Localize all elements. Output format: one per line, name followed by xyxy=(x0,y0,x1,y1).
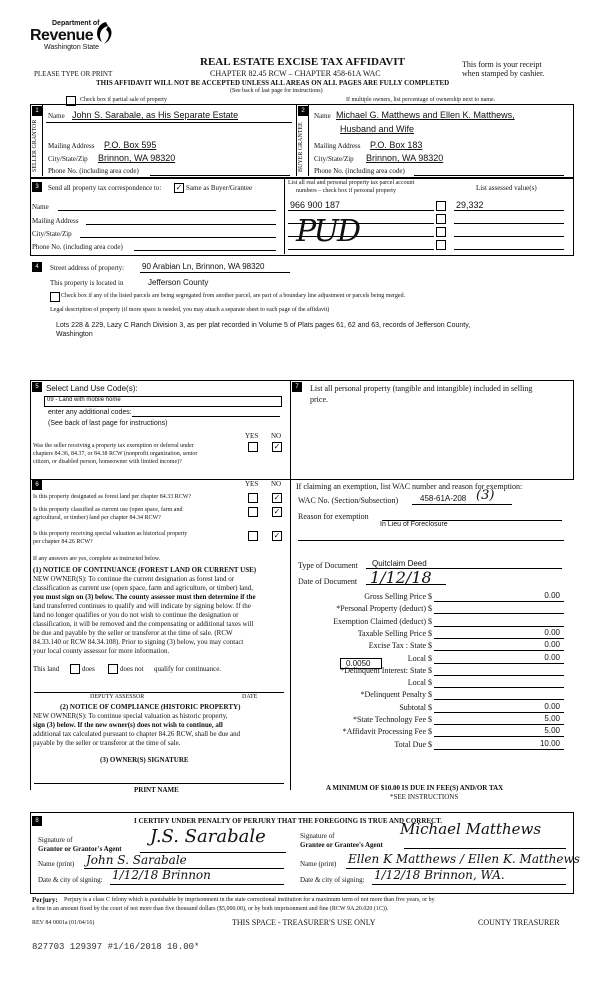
seller-phone-label: Phone No. (including area code) xyxy=(48,167,139,175)
s6-question-3b: per chapter 84.26 RCW? xyxy=(33,539,93,545)
tax-row-label: Gross Selling Price $ xyxy=(364,592,432,601)
notice-1-line-5: land no longer qualifies or you do not wish to continue the designation or xyxy=(33,611,239,619)
exemption-claim-label: If claiming an exemption, list WAC number and reason for exemption: xyxy=(296,482,523,491)
does-not-label: does not xyxy=(120,665,144,673)
s5-question-1b: chapters 84.36, 84.37, or 84.38 RCW (nonprofit organization, senior xyxy=(33,451,198,457)
tax-row-value[interactable]: 0.00 xyxy=(544,702,560,711)
tax-row-value[interactable]: 0.00 xyxy=(544,628,560,637)
reason-label: Reason for exemption xyxy=(298,512,369,521)
form-see-back: (See back of last page for instructions) xyxy=(230,88,323,94)
notice-2-line-4: payable by the seller or transferor at the time of sale. xyxy=(33,739,181,747)
buyer-mailing[interactable]: P.O. Box 183 xyxy=(370,140,423,150)
s5-yes-header: YES xyxy=(245,432,259,440)
receipt-note-1: This form is your receipt xyxy=(462,60,542,69)
print-instruction: PLEASE TYPE OR PRINT xyxy=(34,70,113,78)
notice-2-line-3: additional tax calculated pursuant to chapter 84.26 RCW, shall be due and xyxy=(33,730,241,738)
notice-1-line-2: classification as current use (open space, farm and agriculture, or timber) land, xyxy=(33,584,254,592)
section-8-number: 8 xyxy=(32,816,42,826)
section-1-number: 1 xyxy=(32,106,42,116)
s3-mailing-label: Mailing Address xyxy=(32,217,79,225)
s5-yes-checkbox[interactable] xyxy=(248,442,258,452)
buyer-city-label: City/State/Zip xyxy=(314,155,354,163)
grantee-name-label: Name (print) xyxy=(300,860,337,868)
notice-1-line-9: your local county assessor for more information. xyxy=(33,647,170,655)
tax-row-label: *State Technology Fee $ xyxy=(352,715,432,724)
section-7-number: 7 xyxy=(292,382,302,392)
s6-q3-yes[interactable] xyxy=(248,531,258,541)
s6-q2-yes[interactable] xyxy=(248,507,258,517)
wac-number[interactable]: 458-61A-208 xyxy=(420,494,467,503)
section-2-number: 2 xyxy=(298,106,308,116)
grantee-printed-name[interactable]: Ellen K Matthews / Ellen K. Matthews xyxy=(348,852,580,866)
notice-1-line-7: be due and payable by the seller or transferor at the time of sale. (RCW xyxy=(33,629,233,637)
multiple-owners-note: If multiple owners, list percentage of ownership next to name. xyxy=(346,97,496,103)
s6-if-yes: If any answers are yes, complete as instructed below. xyxy=(33,556,161,562)
buyer-city[interactable]: Brinnon, WA 98320 xyxy=(366,153,444,163)
s6-yes-header: YES xyxy=(245,480,259,488)
grantor-name-label: Name (print) xyxy=(38,860,75,868)
wac-label: WAC No. (Section/Subsection) xyxy=(298,496,399,505)
personal-property-list-label-2: price. xyxy=(310,395,328,404)
form-revision: REV 84 0001a (01/04/16) xyxy=(32,920,95,926)
s6-q1-no[interactable]: ✓ xyxy=(273,493,281,502)
wac-subsection-handwritten: (3) xyxy=(476,488,495,503)
tax-row-label: Total Due $ xyxy=(394,740,432,749)
buyer-mailing-label: Mailing Address xyxy=(314,142,361,150)
does-label: does xyxy=(82,665,95,673)
this-land-label: This land xyxy=(33,665,60,673)
additional-codes-label: enter any additional codes: xyxy=(48,409,132,416)
perjury-text-1: Perjury is a class C felony which is punishable by imprisonment in the state correctional institution for a maximum term of not more than five years, or by xyxy=(64,897,435,903)
account-header-1: List all real and personal property tax parcel account xyxy=(288,180,415,186)
land-use-see-back: (See back of last page for instructions) xyxy=(48,420,168,427)
doc-date-label: Date of Document xyxy=(298,577,358,586)
personal-property-checkbox-2[interactable] xyxy=(436,214,446,224)
tax-row-label: Taxable Selling Price $ xyxy=(357,629,432,638)
notice-1-line-6: classification, it will be removed and the compensating or additional taxes will xyxy=(33,620,254,628)
land-use-value: 09 - Land with mobile home xyxy=(47,397,121,403)
section-4-number: 4 xyxy=(32,262,42,272)
form-title: REAL ESTATE EXCISE TAX AFFIDAVIT xyxy=(200,56,405,68)
grantor-sig-label-2: Grantor or Grantor's Agent xyxy=(38,845,122,853)
perjury-label: Perjury: xyxy=(32,896,58,904)
segregated-checkbox[interactable] xyxy=(50,292,60,302)
s6-question-3a: Is this property receiving special valuation as historical property xyxy=(33,531,188,537)
partial-sale-label: Check box if partial sale of property xyxy=(80,97,167,103)
does-checkbox[interactable] xyxy=(70,664,80,674)
tax-row-label: Local $ xyxy=(407,654,432,663)
seller-mailing[interactable]: P.O. Box 595 xyxy=(104,140,157,150)
notice-2-line-1: NEW OWNER(S): To continue special valuation as historic property, xyxy=(33,712,228,720)
doc-type-label: Type of Document xyxy=(298,561,358,570)
form-warning: THIS AFFIDAVIT WILL NOT BE ACCEPTED UNLESS ALL AREAS ON ALL PAGES ARE FULLY COMPLETED xyxy=(96,79,450,87)
legal-description-1[interactable]: Lots 228 & 229, Lazy C Ranch Division 3, as per plat recorded in Volume 5 of Plats pages 61, 62 and 63, records of Jefferson County, xyxy=(56,322,471,329)
tax-row-value[interactable]: 5.00 xyxy=(544,726,560,735)
pud-stamp: PUD xyxy=(296,214,359,249)
s5-no-header: NO xyxy=(271,432,282,440)
s6-no-header: NO xyxy=(271,480,282,488)
doc-date[interactable]: 1/12/18 xyxy=(370,568,432,587)
send-correspondence-label: Send all property tax correspondence to: xyxy=(48,184,162,192)
buyer-phone-label: Phone No. (including area code) xyxy=(314,167,405,175)
deputy-assessor-label: DEPUTY ASSESSOR xyxy=(90,694,145,700)
grantor-sig-label-1: Signature of xyxy=(38,836,73,844)
notice-2-line-2: sign (3) below. If the new owner(s) does not wish to continue, all xyxy=(33,721,223,729)
s6-q1-yes[interactable] xyxy=(248,493,258,503)
s3-city-label: City/State/Zip xyxy=(32,230,72,238)
tax-row-label: Excise Tax : State $ xyxy=(368,641,432,650)
grantor-date-label: Date & city of signing: xyxy=(38,876,103,884)
s3-phone-label: Phone No. (including area code) xyxy=(32,243,123,251)
s6-question-2b: agricultural, or timber) land per chapter 84.34 RCW? xyxy=(33,515,161,521)
tax-row-value[interactable]: 0.00 xyxy=(544,591,560,600)
form-chapters: CHAPTER 82.45 RCW – CHAPTER 458-61A WAC xyxy=(210,69,381,78)
s6-question-2a: Is this property classified as current use (open space, farm and xyxy=(33,507,183,513)
tax-row-label: Subtotal $ xyxy=(399,703,432,712)
notice-1-title: (1) NOTICE OF CONTINUANCE (FOREST LAND OR CURRENT USE) xyxy=(33,566,257,574)
seller-city[interactable]: Brinnon, WA 98320 xyxy=(98,153,176,163)
seller-city-label: City/State/Zip xyxy=(48,155,88,163)
s5-no-checkbox[interactable]: ✓ xyxy=(273,442,281,451)
legal-label: Legal description of property (if more space is needed, you may attach a separate sheet to each page of the affidavit) xyxy=(50,307,330,313)
treasurer-stamp: 827703 129397 #1/16/2018 10.00* xyxy=(32,942,200,952)
revenue-logo-icon xyxy=(92,20,114,46)
assessed-header: List assessed value(s) xyxy=(476,184,537,192)
s6-question-1: Is this property designated as forest land per chapter 84.33 RCW? xyxy=(33,494,192,500)
grantee-sig-label-2: Grantee or Grantee's Agent xyxy=(300,841,383,849)
personal-property-checkbox-3[interactable] xyxy=(436,227,446,237)
personal-property-checkbox-4[interactable] xyxy=(436,240,446,250)
tax-row-value[interactable]: 0.00 xyxy=(544,640,560,649)
street-label: Street address of property: xyxy=(50,264,125,272)
grantor-printed-name[interactable]: John S. Sarabale xyxy=(86,853,187,867)
does-not-checkbox[interactable] xyxy=(108,664,118,674)
county[interactable]: Jefferson County xyxy=(148,278,209,287)
buyer-name-label: Name xyxy=(314,112,331,120)
print-name-label: PRINT NAME xyxy=(134,786,179,794)
local-rate: 0.0050 xyxy=(346,659,371,668)
grantee-sig-label-1: Signature of xyxy=(300,832,335,840)
tax-row-label: *Personal Property (deduct) $ xyxy=(336,604,432,613)
same-as-buyer-checkbox[interactable]: ✓ xyxy=(175,183,183,192)
notice-1-line-8: 84.33.140 or RCW 84.34.108). Prior to signing (3) below, you may contact xyxy=(33,638,244,646)
seller-name-label: Name xyxy=(48,112,65,120)
grantee-date-label: Date & city of signing: xyxy=(300,876,365,884)
tax-row-label: *Delinquent Interest: State $ xyxy=(340,666,432,675)
tax-row-label: *Delinquent Penalty $ xyxy=(360,690,432,699)
certify-statement: I CERTIFY UNDER PENALTY OF PERJURY THAT THE FOREGOING IS TRUE AND CORRECT. xyxy=(134,817,443,825)
street-address[interactable]: 90 Arabian Ln, Brinnon, WA 98320 xyxy=(142,262,265,271)
grantor-date-city[interactable]: 1/12/18 Brinnon xyxy=(112,868,211,882)
s5-question-1c: citizen, or disabled person, homeowner with limited income)? xyxy=(33,459,182,465)
seller-mailing-label: Mailing Address xyxy=(48,142,95,150)
s5-question-1: Was the seller receiving a property tax exemption or deferral under xyxy=(33,443,194,449)
assessed-value[interactable]: 29,332 xyxy=(456,200,484,210)
grantee-signature[interactable]: Michael Matthews xyxy=(400,820,542,838)
account-header-2: numbers – check box if personal property xyxy=(296,188,396,194)
grantee-date-city[interactable]: 1/12/18 Brinnon, WA. xyxy=(374,868,505,882)
tax-row-value[interactable]: 5.00 xyxy=(544,714,560,723)
section-6-number: 6 xyxy=(32,480,42,490)
located-label: This property is located in xyxy=(50,279,124,287)
owner-signature-label: (3) OWNER(S) SIGNATURE xyxy=(100,756,189,764)
grantor-signature[interactable]: J.S. Sarabale xyxy=(150,826,266,847)
section-5-box xyxy=(30,380,574,480)
treasurer-space-label: THIS SPACE - TREASURER'S USE ONLY xyxy=(232,918,376,927)
county-treasurer-label: COUNTY TREASURER xyxy=(478,918,560,927)
personal-property-checkbox-1[interactable] xyxy=(436,201,446,211)
tax-row-value[interactable]: 0.00 xyxy=(544,653,560,662)
perjury-text-2: a fine in an amount fixed by the court of not more than five thousand dollars ($5,000.00), or by both imprisonment and fine (RCW 9A.20.020 (1C)). xyxy=(32,906,389,912)
doc-type[interactable]: Quitclaim Deed xyxy=(372,559,427,568)
s6-q3-no[interactable]: ✓ xyxy=(273,531,281,540)
notice-1-line-1: NEW OWNER(S): To continue the current designation as forest land or xyxy=(33,575,235,583)
seller-name[interactable]: John S. Sarabale, as His Separate Estate xyxy=(72,110,239,120)
exemption-reason[interactable]: In Lieu of Foreclosure xyxy=(380,521,448,528)
buyer-name-2[interactable]: Husband and Wife xyxy=(340,124,415,134)
land-use-label: Select Land Use Code(s): xyxy=(46,384,138,393)
segregated-label: Check box if any of the listed parcels are being segregated from another parcel, are part of a boundary line adjustment or parcels being merged. xyxy=(61,293,406,299)
same-as-buyer-label: Same as Buyer/Grantee xyxy=(186,184,253,192)
buyer-name[interactable]: Michael G. Matthews and Ellen K. Matthews, xyxy=(336,110,515,120)
s3-name-label: Name xyxy=(32,203,49,211)
logo-revenue-text: Revenue xyxy=(30,27,94,44)
tax-row-label: *Affidavit Processing Fee $ xyxy=(342,727,432,736)
tax-row-label: Local $ xyxy=(407,678,432,687)
see-instructions-note: *SEE INSTRUCTIONS xyxy=(390,793,459,801)
minimum-fee-note: A MINIMUM OF $10.00 IS DUE IN FEE(S) AND/OR TAX xyxy=(326,784,504,792)
notice-2-title: (2) NOTICE OF COMPLIANCE (HISTORIC PROPERTY) xyxy=(60,703,241,711)
logo-state-text: Washington State xyxy=(44,44,99,51)
s6-q2-no[interactable]: ✓ xyxy=(273,507,281,516)
notice-1-line-3: you must sign on (3) below. The county assessor must then determine if the xyxy=(33,593,256,601)
section-3-number: 3 xyxy=(32,182,42,192)
tax-row-label: Exemption Claimed (deduct) $ xyxy=(333,617,432,626)
logo-dept-text: Department of xyxy=(52,20,100,27)
buyer-side-label: BUYER GRANTEE xyxy=(298,122,304,172)
deputy-date-label: DATE xyxy=(242,694,258,700)
seller-side-label: SELLER GRANTOR xyxy=(32,119,38,172)
legal-description-2[interactable]: Washington xyxy=(56,331,93,338)
receipt-note-2: when stamped by cashier. xyxy=(462,69,545,78)
section-5-number: 5 xyxy=(32,382,42,392)
personal-property-list-label: List all personal property (tangible and intangible) included in selling xyxy=(310,384,533,393)
qualify-label: qualify for continuance. xyxy=(154,665,222,673)
account-number[interactable]: 966 900 187 xyxy=(290,200,341,210)
tax-row-value[interactable]: 10.00 xyxy=(539,739,560,748)
notice-1-line-4: land transferred continues to qualify and will indicate by signing below. If the xyxy=(33,602,251,610)
